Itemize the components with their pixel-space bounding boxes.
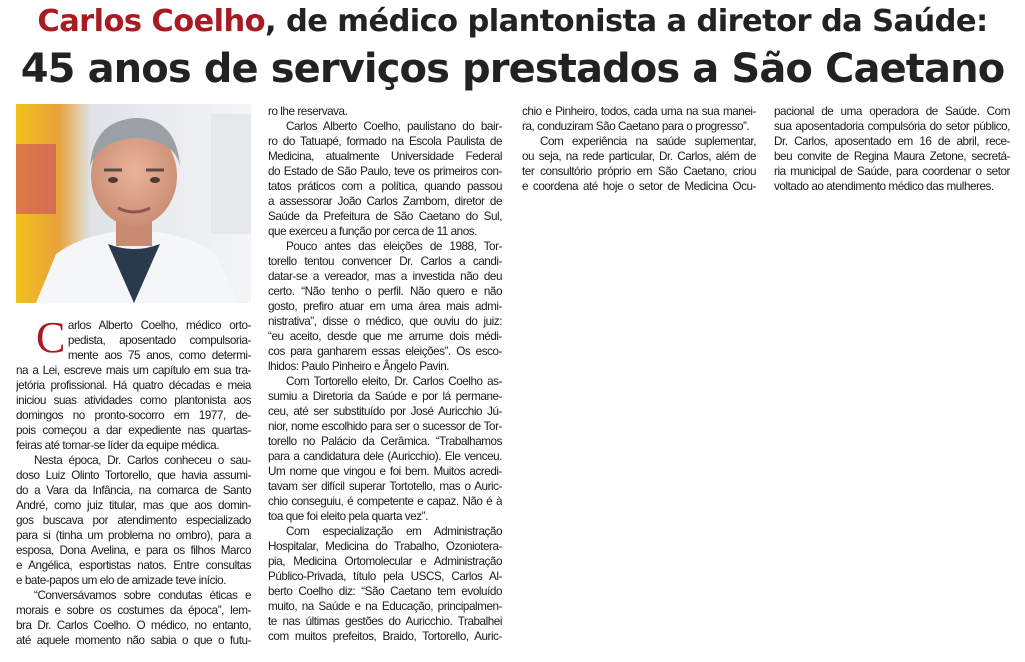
text-line: Com especialização em Administração	[286, 525, 502, 538]
text-line: beu convite de Regina Maura Zetone, secretá-	[774, 150, 1010, 163]
text-line: Pouco antes das eleições de 1988, Tor-	[286, 240, 502, 253]
text-line: Com Tortorello eleito, Dr. Carlos Coelho as-	[286, 375, 502, 388]
text-line: Nesta época, Dr. Carlos conheceu o sau-	[34, 454, 251, 467]
text-line: mente aos 75 anos, como determi-	[67, 349, 251, 362]
text-line: bra Dr. Carlos Coelho. O médico, no entanto,	[16, 619, 251, 632]
text-line: toa que foi eleito pela quarta vez”.	[268, 510, 428, 523]
text-line: Hospitalar, Medicina do Trabalho, Ozonioterа-	[268, 540, 502, 553]
text-line: Dr. Carlos, aposentado em 16 de abril, rece-	[774, 135, 1010, 148]
article-column-2	[268, 104, 502, 644]
text-line: domingos no pronto-socorro em 1977, de-	[16, 409, 251, 422]
text-line: nistrativa”, disse o médico, que ouviu do juiz:	[268, 315, 502, 328]
text-line: arlos Alberto Coelho, médico orto-	[67, 319, 251, 332]
text-line: certo. “Não tenho o perfil. Não quero e não	[268, 285, 502, 298]
headline-name: Carlos Coelho	[37, 4, 265, 39]
text-line: Com experiência na saúde suplementar,	[540, 135, 756, 148]
text-line: sua aposentadoria compulsória do setor público,	[774, 120, 1010, 133]
text-line: pacional de uma operadora de Saúde. Com	[774, 105, 1010, 118]
text-line: berto Coelho diz: “São Caetano tem evoluído	[268, 585, 502, 598]
text-line: do a Vara da Infância, na comarca de Santo	[16, 484, 251, 497]
text-line: que exerceu a função por cerca de 11 anos.	[268, 225, 477, 238]
text-line: e bate-papos um elo de amizade teve início.	[16, 574, 226, 587]
text-line: Carlos Alberto Coelho, paulistano do bair-	[286, 120, 502, 133]
text-line: torello no Palácio da Cerâmica. “Trabalhamos	[268, 435, 502, 448]
text-line: esposa, Dona Avelina, e para os filhos Marco	[16, 544, 251, 557]
text-line: André, como juiz titular, mas que aos domin-	[16, 499, 251, 512]
text-line: a assessorar João Carlos Zambom, diretor de	[268, 195, 502, 208]
text-line: tatos práticos com a política, quando passou	[268, 180, 502, 193]
article-column-4	[774, 104, 1010, 194]
text-line: e Angélica, esportistas natos. Entre consultas	[16, 559, 251, 572]
text-line: do Estado de São Paulo, teve os primeiros con-	[268, 165, 502, 178]
text-line: iniciou suas atividades como plantonista aos	[16, 394, 251, 407]
article-column-1	[16, 313, 251, 648]
text-line: gos buscava por atendimento especializado	[16, 514, 251, 527]
text-line: ter consultório próprio em São Caetano, criou	[522, 165, 756, 178]
text-line: ro lhe reservava.	[268, 105, 348, 118]
portrait-illustration	[16, 104, 251, 303]
text-line: ro do Tatuapé, formado na Escola Paulista de	[268, 135, 502, 148]
text-line: feiras até tornar-se líder da equipe médica.	[16, 439, 220, 452]
text-line: tavam ser difícil superar Tortotello, mas o Auric-	[268, 480, 502, 493]
text-line: “Conversávamos sobre condutas éticas e	[34, 589, 251, 602]
text-line: torello tentou convencer Dr. Carlos a candi-	[268, 255, 502, 268]
text-line: ria municipal de Saúde, para coordenar o setor	[774, 165, 1010, 178]
text-line: gosto, prefiro atuar em uma área mais admi-	[268, 300, 502, 313]
text-line: para si (tinha um problema no ombro), para a	[16, 529, 251, 542]
text-line: chio conseguiu, é competente e capaz. Não é à	[268, 495, 502, 508]
text-line: e coordena até hoje o setor de Medicina Ocu-	[522, 180, 756, 193]
text-line: ra, conduziram São Caetano para o progresso”.	[522, 120, 750, 133]
text-line: cos para ganharem essas eleições”. Os esco-	[268, 345, 502, 358]
text-line: até aquele momento não sabia o que o futu-	[16, 634, 251, 647]
text-line: com muitos prefeitos, Braido, Tortorello, Auric-	[268, 630, 502, 643]
text-line: jetória profissional. Há quatro décadas e meia	[16, 379, 251, 392]
text-line: datar-se a vereador, mas a investida não deu	[268, 270, 502, 283]
text-line: voltado ao atendimento médico das mulheres.	[774, 180, 994, 193]
drop-cap: C	[36, 313, 65, 362]
text-line: doso Luiz Olinto Tortorello, que havia assumi-	[16, 469, 251, 482]
text-line: pedista, aposentado compulsoria-	[67, 334, 251, 347]
article-column-3	[522, 104, 756, 194]
headline-line-1	[0, 4, 1025, 39]
text-line: Um nome que vingou e foi bem. Muitos acredi-	[268, 465, 502, 478]
text-line: pia, Medicina Ortomolecular e Administração	[268, 555, 502, 568]
headline-line-1-rest: , de médico plantonista a diretor da Saúde:	[264, 4, 988, 39]
text-line: muito, na Saúde e na Educação, principalmen-	[268, 600, 502, 613]
text-line: nior, nome escolhido para ser o sucessor de Tor-	[268, 420, 502, 433]
text-line: lhidos: Paulo Pinheiro e Ângelo Pavin.	[268, 360, 450, 373]
text-line: chio e Pinheiro, todos, cada uma na sua manei-	[522, 105, 756, 118]
text-line: morais e sobre os costumes da época”, lem-	[16, 604, 251, 617]
text-line: sumiu a Diretoria da Saúde e por lá permane-	[268, 390, 502, 403]
text-line: Medicina, atualmente Universidade Federal	[268, 150, 502, 163]
portrait-photo	[16, 104, 251, 303]
text-line: “eu aceito, desde que me arrume dois médi-	[268, 330, 502, 343]
text-line: pois começou a dar expediente nas quartas-	[16, 424, 251, 437]
text-line: ceu, até ser substituído por José Auricchio Jú-	[268, 405, 502, 418]
text-line: na a Lei, escreve mais um capítulo em sua tra-	[16, 364, 251, 377]
text-line: te nas últimas gestões do Auricchio. Trabalhei	[268, 615, 502, 628]
text-line: para a candidatura dele (Auricchio). Ele venceu.	[268, 450, 502, 463]
text-line: Saúde da Prefeitura de São Caetano do Sul,	[268, 210, 502, 223]
headline-line-2: 45 anos de serviços prestados a São Caetano	[20, 46, 1005, 92]
text-line: Público-Privada, título pela USCS, Carlos Al-	[268, 570, 502, 583]
text-line: ou seja, na rede particular, Dr. Carlos, além de	[522, 150, 756, 163]
